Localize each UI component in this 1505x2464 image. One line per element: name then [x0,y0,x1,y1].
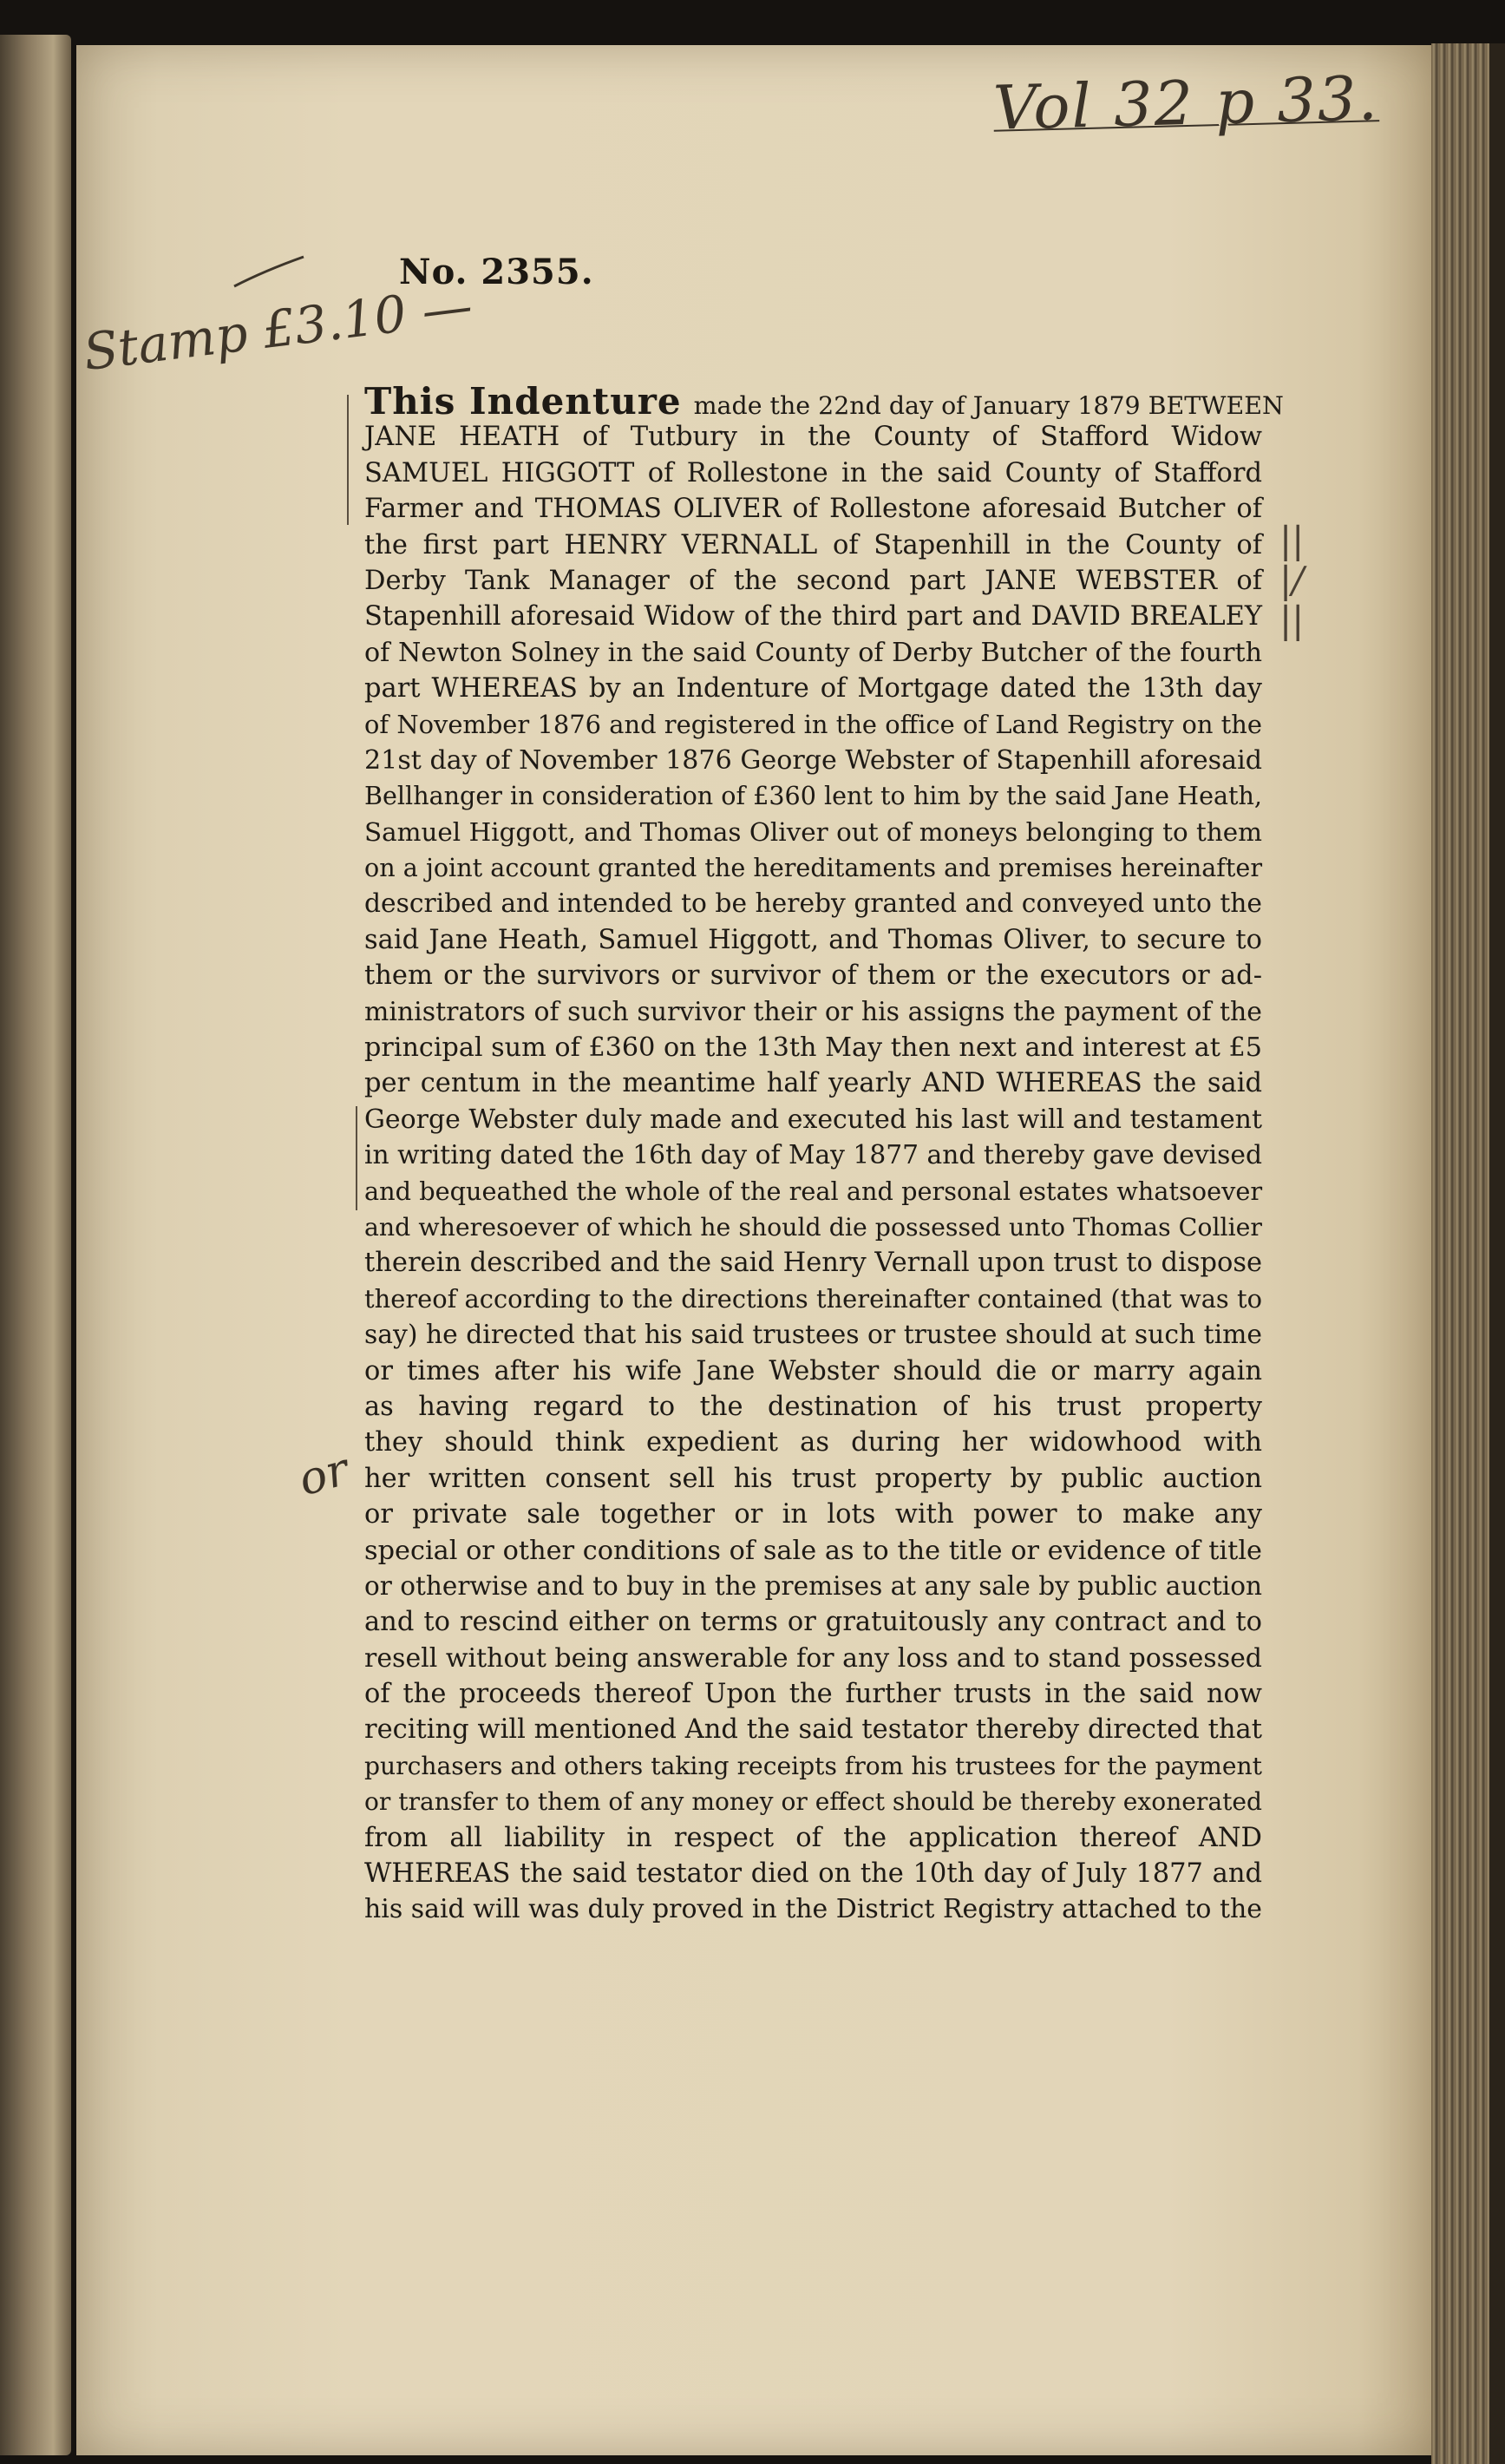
opening-words: This Indenture [364,380,682,423]
text-line [364,1676,1262,1712]
text-line-content: said Jane Heath, Samuel Higgott, and Thomas Oliver, to secure to [364,924,1262,955]
text-line [364,1389,1262,1425]
text-line-content: of November 1876 and registered in the office of Land Registry on the [364,709,1262,739]
text-line-content: George Webster duly made and executed his last will and testament [364,1104,1262,1135]
text-line [364,599,1262,634]
text-line [364,1784,1262,1819]
text-line-content: of Newton Solney in the said County of Derby Butcher of the fourth [364,637,1262,668]
text-line [364,1425,1262,1460]
previous-page-edge [0,35,71,2455]
text-line-content: they should think expedient as during her widowhood with [364,1427,1262,1458]
text-line [364,886,1262,921]
text-line [364,671,1262,706]
text-line-content: 21st day of November 1876 George Webster of Stapenhill aforesaid [364,744,1262,776]
text-line-content: Samuel Higgott, and Thomas Oliver out of moneys belonging to them [364,816,1262,847]
text-line [364,1604,1262,1640]
text-line [364,419,1262,455]
text-line [364,635,1262,671]
text-line-content: say) he directed that his said trustees or trustee should at such time [364,1320,1262,1351]
text-line-content: them or the survivors or survivor of them or the executors or ad- [364,960,1262,992]
text-line [364,380,1284,423]
text-line-content: Farmer and THOMAS OLIVER of Rollestone aforesaid Butcher of [364,494,1262,525]
text-line-content: on a joint account granted the hereditaments and premises hereinafter [364,853,1262,883]
text-line-content: special or other conditions of sale as to the title or evidence of title [364,1535,1262,1566]
text-line-content: made the 22nd day of January 1879 BETWEEN [693,391,1284,420]
text-line-content: thereof according to the directions thereinafter contained (that was to [364,1283,1262,1314]
text-line-content: and bequeathed the whole of the real and personal estates whatsoever [364,1176,1263,1206]
deed-number: No. 2355. [399,252,594,292]
volume-reference-handwritten: Vol 32 p 33. [992,62,1380,144]
text-line-content: described and intended to be hereby granted and conveyed unto the [364,888,1262,920]
text-line-content: of the proceeds thereof Upon the further trusts in the said now [364,1679,1262,1710]
page-stack-edges [1431,43,1505,2464]
text-line [364,1641,1262,1676]
text-line [364,778,1262,814]
text-line-content: Stapenhill aforesaid Widow of the third part and DAVID BREALEY [364,601,1262,632]
text-line [364,1065,1262,1101]
text-line [364,922,1262,958]
text-line-content: principal sum of £360 on the 13th May then next and interest at £5 [364,1032,1262,1064]
text-line-content: WHEREAS the said testator died on the 10th day of July 1877 and [364,1858,1262,1890]
text-line [364,1209,1262,1245]
text-line [364,1353,1262,1389]
text-line [364,850,1262,886]
text-line [364,815,1262,850]
text-line [364,994,1262,1030]
text-line-content: or private sale together or in lots with power to make any [364,1499,1262,1530]
text-line-content: ministrators of such survivor their or his assigns the payment of the [364,996,1262,1027]
text-line [364,1174,1262,1209]
margin-note-or: or [293,1443,354,1507]
text-line [364,1102,1262,1137]
text-line [364,1820,1262,1856]
text-line-content: per centum in the meantime half yearly AND WHEREAS the said [364,1068,1262,1099]
text-line [364,1748,1262,1784]
text-line-content: or times after his wife Jane Webster should die or marry again [364,1355,1262,1386]
check-mark-icon [230,253,308,288]
text-line-content: or transfer to them of any money or effect should be thereby exonerated [364,1787,1262,1817]
text-line [364,1891,1262,1927]
text-line [364,563,1262,599]
text-line-content: or otherwise and to buy in the premises at any sale by public auction [364,1570,1262,1601]
text-line [364,1137,1262,1173]
stamp-duty-note: Stamp £3.10 — [80,275,476,383]
text-line-content: purchasers and others taking receipts from his trustees for the payment [364,1751,1262,1780]
text-line [364,1317,1262,1353]
text-line-content: in writing dated the 16th day of May 1877 and thereby gave devised [364,1140,1262,1171]
text-line [364,1533,1262,1569]
text-line-content: part WHEREAS by an Indenture of Mortgage dated the 13th day [364,673,1262,704]
text-line-content: his said will was duly proved in the District Registry attached to the [364,1894,1262,1925]
text-line-content: Bellhanger in consideration of £360 lent to him by the said Jane Heath, [364,781,1262,811]
text-line [364,491,1262,527]
text-line-content: resell without being answerable for any loss and to stand possessed [364,1642,1262,1674]
margin-tick-marks: || |/ || [1279,519,1305,641]
text-line [364,528,1262,563]
text-line [364,1281,1262,1317]
indenture-text [364,380,1284,1928]
text-line [364,1712,1262,1747]
text-line-content: Derby Tank Manager of the second part JANE WEBSTER of [364,565,1262,596]
text-line-content: reciting will mentioned And the said testator thereby directed that [364,1714,1262,1746]
text-line [364,1030,1262,1065]
text-line-content: and to rescind either on terms or gratuitously any contract and to [364,1607,1262,1638]
text-line [364,455,1262,491]
text-line-content: and wheresoever of which he should die possessed unto Thomas Collier [364,1212,1262,1242]
text-line-content: SAMUEL HIGGOTT of Rollestone in the said County of Stafford [364,457,1262,488]
text-line [364,1856,1262,1891]
text-line [364,1569,1262,1604]
text-line [364,958,1262,993]
text-line-content: JANE HEATH of Tutbury in the County of Stafford Widow [364,422,1262,453]
text-line [364,1461,1262,1497]
text-line-content: as having regard to the destination of his trust property [364,1391,1262,1422]
text-line [364,707,1262,743]
text-line-content: therein described and the said Henry Vernall upon trust to dispose [364,1248,1263,1279]
text-line [364,1245,1262,1281]
text-line-content: the first part HENRY VERNALL of Stapenhill in the County of [364,529,1262,560]
text-line-content: from all liability in respect of the application thereof AND [364,1822,1262,1853]
text-line [364,1497,1262,1532]
text-line [364,743,1262,778]
text-line-content: her written consent sell his trust property by public auction [364,1463,1262,1494]
